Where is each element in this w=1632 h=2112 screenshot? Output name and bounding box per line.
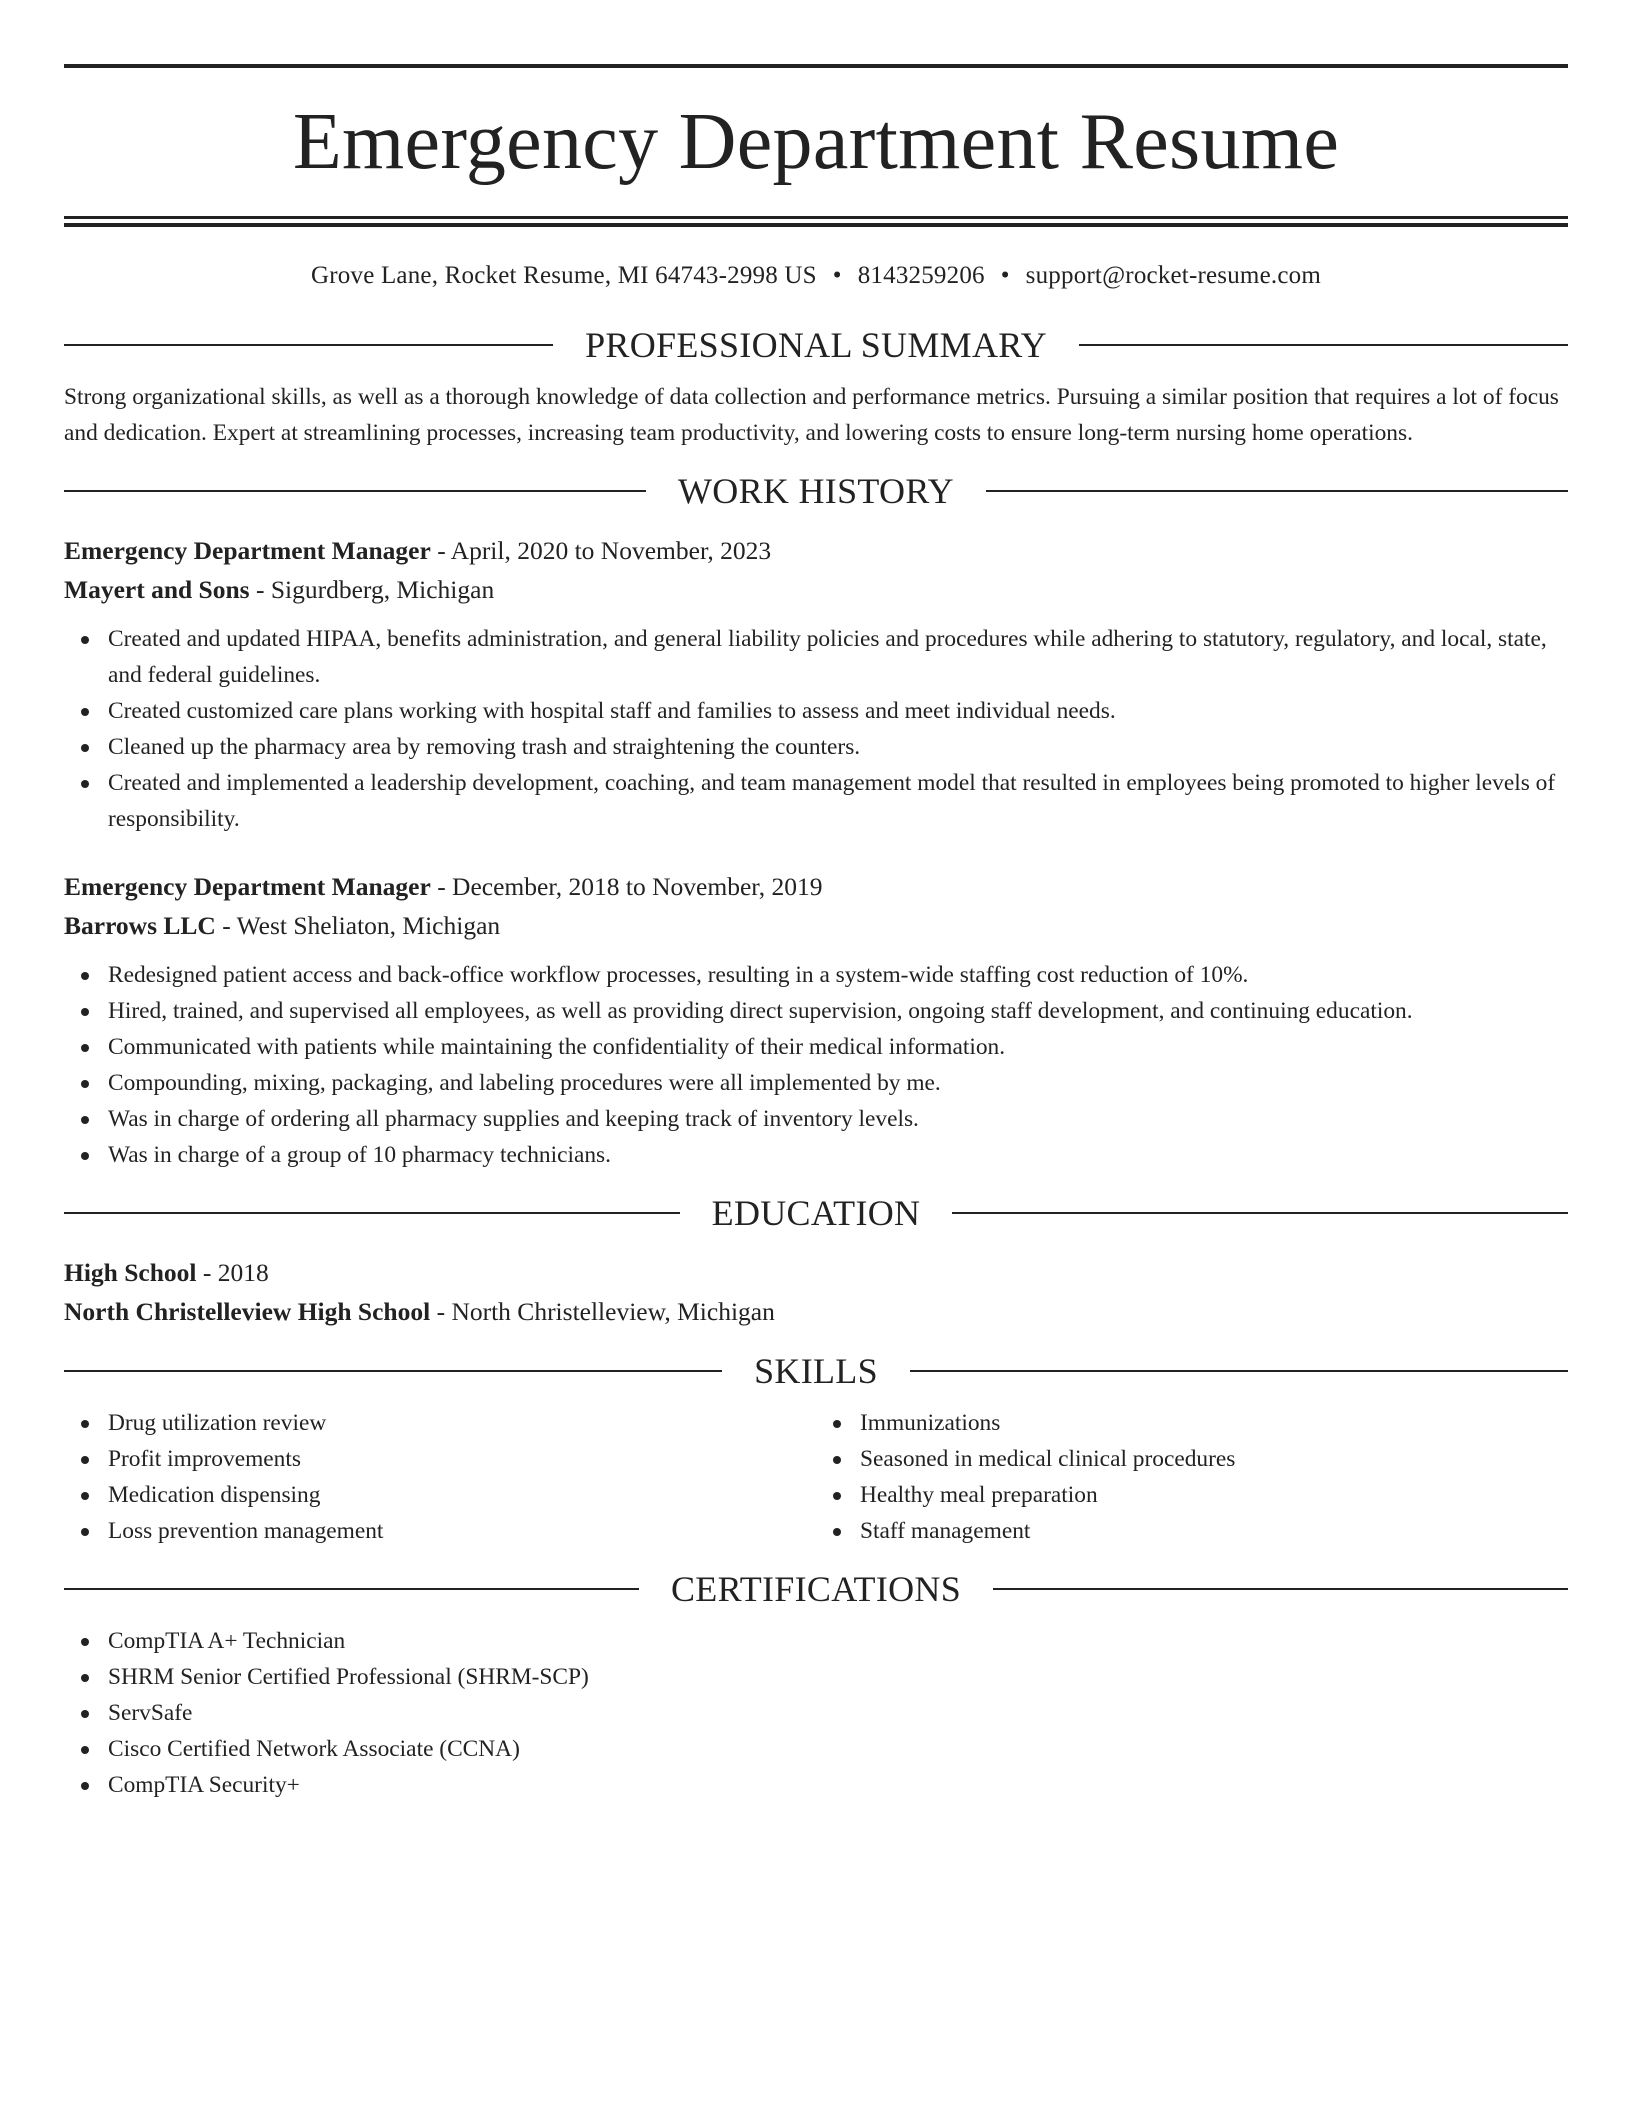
heading-rule — [986, 490, 1568, 492]
job-company: Barrows LLC — [64, 911, 216, 940]
list-item — [108, 1767, 1568, 1803]
list-item — [108, 957, 1568, 993]
school-line — [64, 1292, 1568, 1331]
job-title: Emergency Department Manager — [64, 536, 431, 565]
bullet-icon — [81, 1456, 89, 1464]
list-item-text: Created and updated HIPAA, benefits administration, and general liability policies and procedures while adhering to statutory, regulatory, and local, state, and federal guidelines. — [108, 626, 1547, 688]
bullet-icon — [81, 708, 89, 716]
list-item-text: Created customized care plans working with hospital staff and families to assess and meet individual needs. — [108, 698, 1116, 724]
heading-rule — [910, 1370, 1568, 1372]
bullet-icon — [81, 1420, 89, 1428]
school-location: - North Christelleview, Michigan — [430, 1297, 775, 1326]
resume-title: Emergency Department Resume — [292, 98, 1340, 186]
list-item — [108, 1029, 1568, 1065]
contact-line — [64, 259, 1568, 293]
job-dates: - December, 2018 to November, 2019 — [430, 872, 823, 901]
bullet-icon — [81, 1746, 89, 1754]
school-name: North Christelleview High School — [64, 1297, 431, 1326]
contact-phone: 8143259206 — [857, 262, 985, 289]
heading-rule — [64, 1588, 639, 1590]
list-item — [108, 1065, 1568, 1101]
skill-text: Loss prevention management — [108, 1518, 384, 1544]
bullet-icon — [81, 1008, 89, 1016]
bullet-icon — [81, 1710, 89, 1718]
list-item — [860, 1477, 1568, 1513]
skill-text: Immunizations — [860, 1410, 1001, 1436]
work-history-heading-label: WORK HISTORY — [678, 471, 954, 511]
summary-heading-label: PROFESSIONAL SUMMARY — [585, 325, 1047, 365]
skills-column-right — [816, 1405, 1568, 1549]
bullet-icon — [81, 1044, 89, 1052]
bullet-icon — [81, 972, 89, 980]
title-double-rule — [64, 216, 1568, 227]
skill-text: Profit improvements — [108, 1446, 301, 1472]
job-dates: - April, 2020 to November, 2023 — [430, 536, 772, 565]
heading-rule — [952, 1212, 1568, 1214]
list-item — [860, 1513, 1568, 1549]
skills-column-left — [64, 1405, 816, 1549]
list-item — [108, 1513, 816, 1549]
bullet-icon — [81, 1116, 89, 1124]
list-item — [108, 1441, 816, 1477]
job-location: - Sigurdberg, Michigan — [249, 575, 495, 604]
bullet-icon — [81, 780, 89, 788]
heading-rule — [64, 1370, 722, 1372]
job-company-line — [64, 570, 1568, 609]
bullet-icon — [81, 1782, 89, 1790]
bullet-icon — [833, 1492, 841, 1500]
certification-text: SHRM Senior Certified Professional (SHRM-SCP) — [108, 1664, 589, 1690]
list-item-text: Redesigned patient access and back-office workflow processes, resulting in a system-wide staffing cost reduction of 10%. — [108, 962, 1249, 988]
list-item — [108, 993, 1568, 1029]
job-company-line — [64, 906, 1568, 945]
contact-address: Grove Lane, Rocket Resume, MI 64743-2998 US — [311, 262, 817, 289]
job-title-line — [64, 867, 1568, 906]
certifications-heading-label: CERTIFICATIONS — [670, 1569, 962, 1609]
work-history-heading — [64, 469, 1568, 513]
bullet-icon — [81, 1638, 89, 1646]
skill-text: Healthy meal preparation — [860, 1482, 1098, 1508]
summary-text: Strong organizational skills, as well as a thorough knowledge of data collection and performance metrics. Pursuing a similar position that requires a lot of focus and dedication. Expert at streamlining processes, increasing team productivity, and lowering costs to ensure long-term nursing home operations. — [64, 384, 1559, 446]
list-item-text: Created and implemented a leadership development, coaching, and team management model that resulted in employees being promoted to higher levels of responsibility. — [108, 770, 1556, 832]
job-entry — [64, 531, 1568, 837]
skills-heading-label: SKILLS — [754, 1351, 878, 1391]
list-item — [108, 1623, 1568, 1659]
list-item — [108, 765, 1568, 837]
job-title: Emergency Department Manager — [64, 872, 431, 901]
job-company: Mayert and Sons — [64, 575, 250, 604]
bullet-icon — [81, 1152, 89, 1160]
bullet-icon — [81, 1674, 89, 1682]
education-heading — [64, 1191, 1568, 1235]
list-item — [108, 1731, 1568, 1767]
degree-line — [64, 1253, 1568, 1292]
heading-rule — [64, 344, 553, 346]
certifications-list — [64, 1623, 1568, 1803]
list-item — [108, 1477, 816, 1513]
list-item — [108, 1101, 1568, 1137]
job-entry — [64, 867, 1568, 1173]
education-entry — [64, 1253, 1568, 1331]
list-item — [108, 1659, 1568, 1695]
bullet-icon — [833, 1420, 841, 1428]
certifications-heading — [64, 1567, 1568, 1611]
list-item — [108, 693, 1568, 729]
bullet-icon — [81, 1528, 89, 1536]
heading-rule — [64, 490, 646, 492]
list-item — [108, 621, 1568, 693]
skills-heading — [64, 1349, 1568, 1393]
skill-text: Staff management — [860, 1518, 1031, 1544]
degree: High School — [64, 1258, 197, 1287]
list-item — [860, 1405, 1568, 1441]
contact-email: support@rocket-resume.com — [1025, 262, 1321, 289]
list-item — [860, 1441, 1568, 1477]
list-item — [108, 1137, 1568, 1173]
bullet-icon — [81, 744, 89, 752]
graduation-year: - 2018 — [196, 1258, 269, 1287]
bullet-icon — [81, 636, 89, 644]
list-item-text: Was in charge of a group of 10 pharmacy technicians. — [108, 1142, 612, 1168]
contact-separator: • — [832, 262, 842, 289]
list-item-text: Communicated with patients while maintaining the confidentiality of their medical information. — [108, 1034, 1006, 1060]
bullet-icon — [833, 1528, 841, 1536]
bullet-icon — [833, 1456, 841, 1464]
list-item-text: Hired, trained, and supervised all employees, as well as providing direct supervision, ongoing staff development, and continuing education. — [108, 998, 1413, 1024]
contact-separator: • — [1000, 262, 1010, 289]
list-item-text: Was in charge of ordering all pharmacy supplies and keeping track of inventory levels. — [108, 1106, 919, 1132]
summary-heading — [64, 323, 1568, 367]
skill-text: Seasoned in medical clinical procedures — [860, 1446, 1236, 1472]
skills-grid — [64, 1405, 1568, 1549]
certification-text: CompTIA Security+ — [108, 1772, 300, 1798]
heading-rule — [1079, 344, 1568, 346]
list-item-text: Cleaned up the pharmacy area by removing trash and straightening the counters. — [108, 734, 861, 760]
top-rule — [64, 64, 1568, 68]
heading-rule — [64, 1212, 680, 1214]
job-title-line — [64, 531, 1568, 570]
job-bullets — [64, 957, 1568, 1173]
list-item — [108, 729, 1568, 765]
list-item — [108, 1405, 816, 1441]
job-location: - West Sheliaton, Michigan — [215, 911, 501, 940]
bullet-icon — [81, 1080, 89, 1088]
certification-text: CompTIA A+ Technician — [108, 1628, 346, 1654]
list-item-text: Compounding, mixing, packaging, and labeling procedures were all implemented by me. — [108, 1070, 941, 1096]
job-bullets — [64, 621, 1568, 837]
list-item — [108, 1695, 1568, 1731]
education-heading-label: EDUCATION — [711, 1193, 921, 1233]
certification-text: ServSafe — [108, 1700, 193, 1726]
skill-text: Drug utilization review — [108, 1410, 327, 1436]
bullet-icon — [81, 1492, 89, 1500]
certification-text: Cisco Certified Network Associate (CCNA) — [108, 1736, 520, 1762]
skill-text: Medication dispensing — [108, 1482, 321, 1508]
heading-rule — [993, 1588, 1568, 1590]
